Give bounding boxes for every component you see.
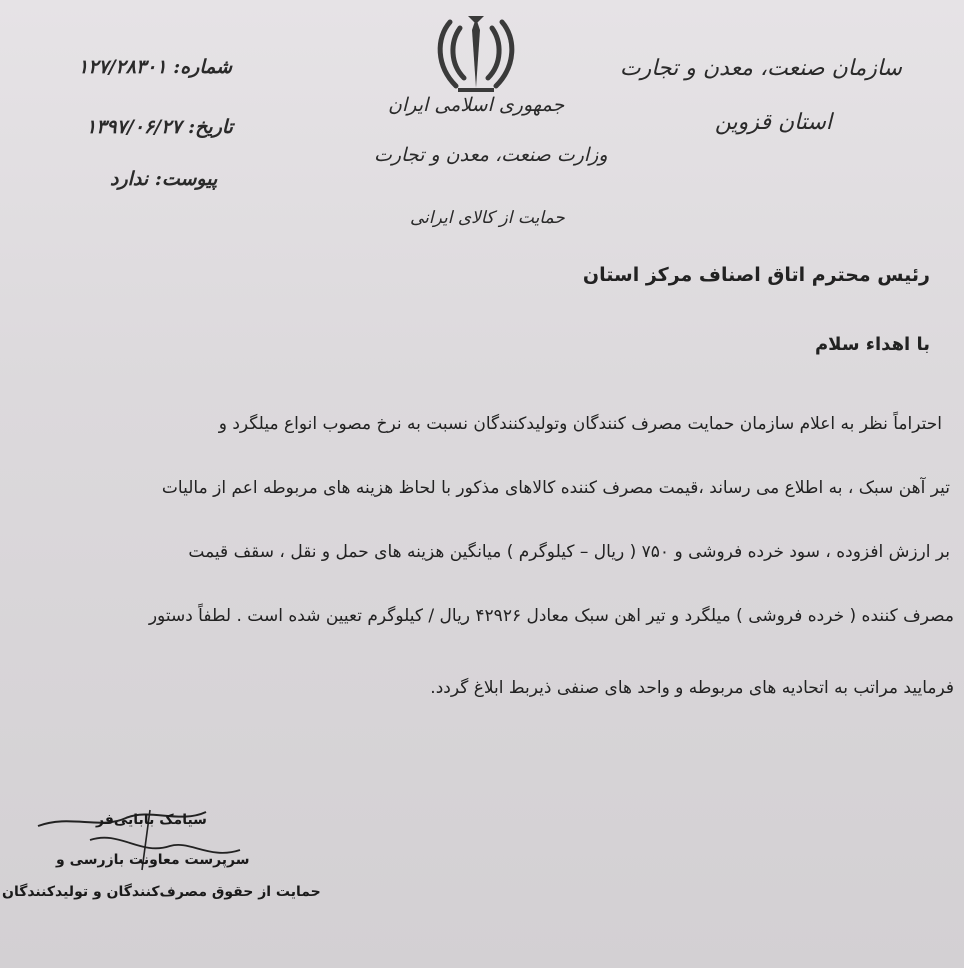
greeting: با اهداء سلام: [814, 334, 930, 355]
province-name: استان قزوین: [714, 110, 832, 135]
iran-emblem-icon: [430, 8, 522, 98]
date-label: تاریخ:: [188, 116, 233, 138]
country-name: جمهوری اسلامی ایران: [388, 94, 565, 116]
attachment-value: ندارد: [110, 168, 149, 190]
signatory-title-line2: حمایت از حقوق مصرف‌کنندگان و تولیدکنندگان: [2, 884, 321, 900]
slogan: حمایت از کالای ایرانی: [410, 208, 565, 228]
attachment-label: پیوست:: [154, 168, 218, 190]
number-label: شماره:: [173, 56, 233, 78]
body-line-2: تیر آهن سبک ، به اطلاع می رساند ،قیمت مصرف کننده کالاهای مذکور با لحاظ هزینه های مربوطه اعم از مالیات: [161, 478, 950, 498]
recipient: رئیس محترم اتاق اصناف مرکز استان: [582, 264, 930, 286]
letter-attachment: [110, 168, 217, 190]
organization-name: سازمان صنعت، معدن و تجارت: [619, 56, 902, 81]
ministry-name: وزارت صنعت، معدن و تجارت: [374, 144, 608, 166]
signatory-name: سیامک بابایی‌فر: [96, 812, 207, 828]
body-line-1: احتراماً نظر به اعلام سازمان حمایت مصرف کنندگان وتولیدکنندگان نسبت به نرخ مصوب انواع میلگرد و: [218, 414, 942, 434]
letter-date: [86, 116, 233, 138]
letter-number: [78, 56, 232, 78]
body-line-4: مصرف کننده ( خرده فروشی ) میلگرد و تیر اهن سبک معادل ۴۲۹۲۶ ریال / کیلوگرم تعیین شده است . لطفاً دستور: [148, 606, 954, 626]
number-value: ۱۲۷/۲۸۳۰۱: [78, 56, 167, 78]
body-line-5: فرمایید مراتب به اتحادیه های مربوطه و واحد های صنفی ذیربط ابلاغ گردد.: [430, 678, 954, 698]
body-line-3: بر ارزش افزوده ، سود خرده فروشی و ۷۵۰ ( ریال – کیلوگرم ) میانگین هزینه های حمل و نقل ، سقف قیمت: [188, 542, 950, 562]
date-value: ۱۳۹۷/۰۶/۲۷: [86, 116, 182, 138]
signatory-title-line1: سرپرست معاونت بازرسی و: [56, 852, 250, 868]
